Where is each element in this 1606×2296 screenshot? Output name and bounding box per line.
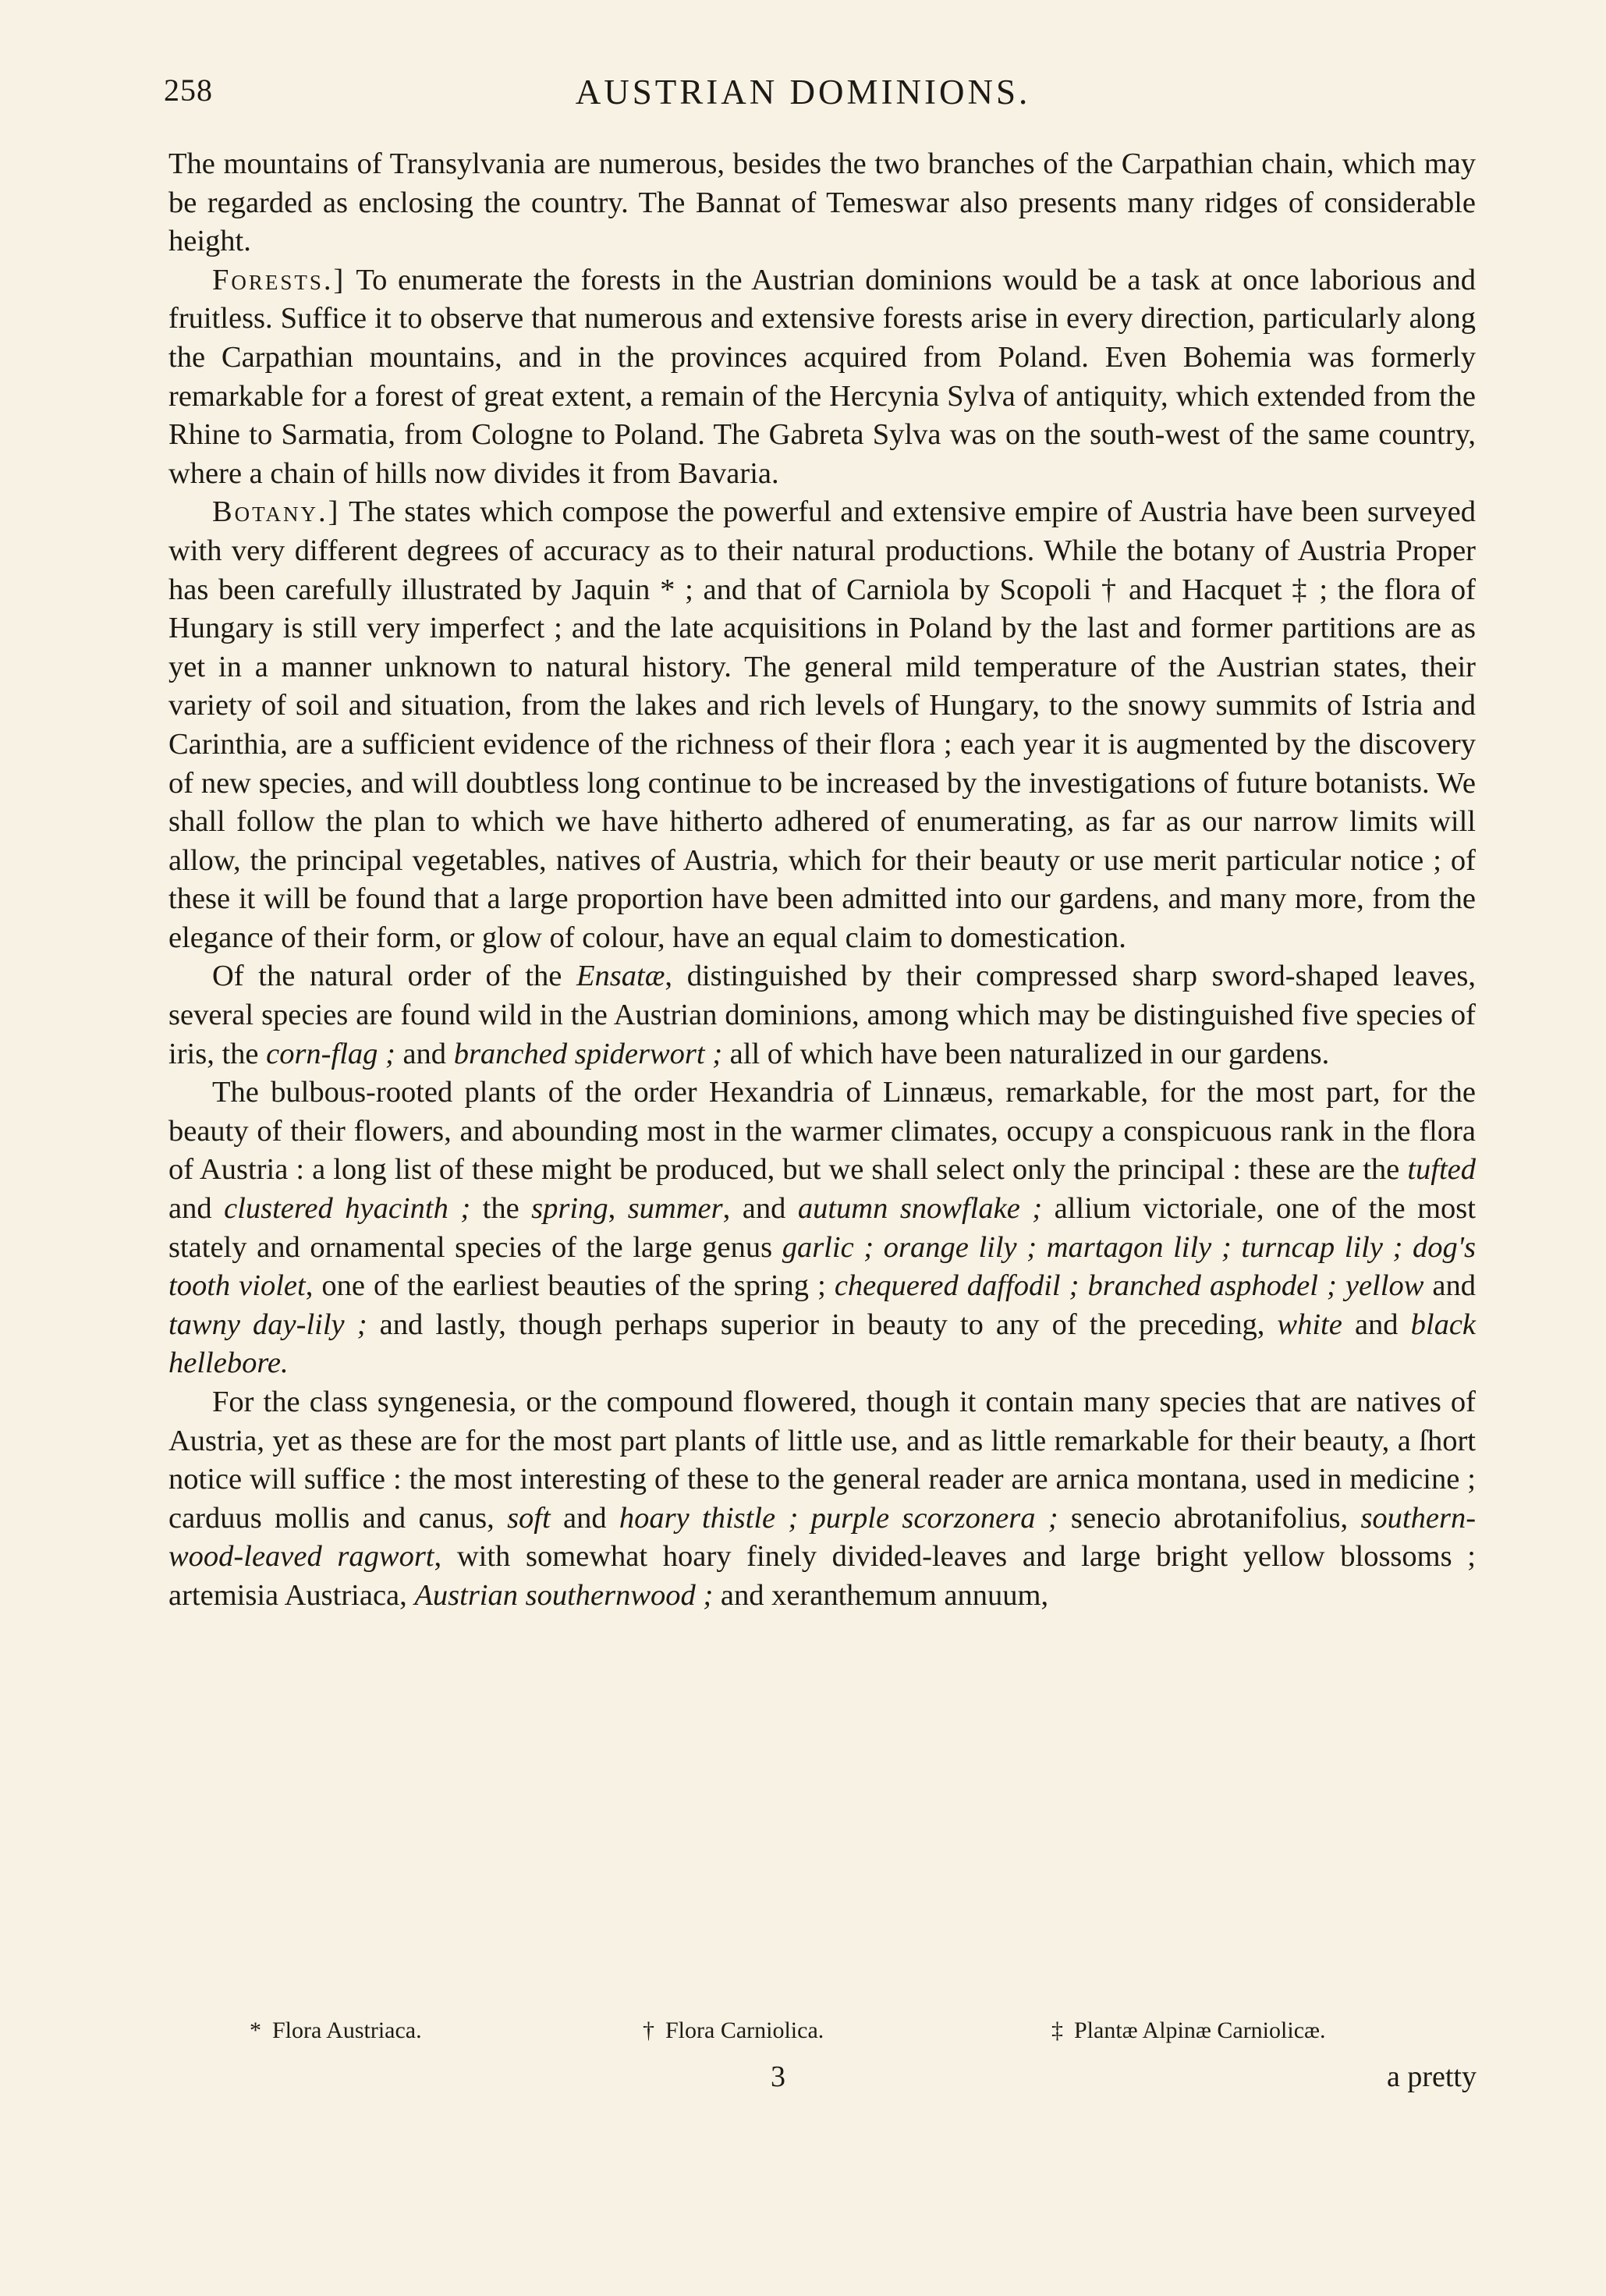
text-run: senecio abrotanifolius,: [1058, 1501, 1361, 1535]
italic-run: clustered hyacinth ;: [224, 1192, 471, 1226]
footnote-text: Flora Carniolica.: [665, 2017, 824, 2043]
italic-run: corn-flag ;: [266, 1037, 395, 1070]
text-run: To enumerate the forests in the Austrian dominions would be a task at once laborious and fruitless. Suffice it to observe that numerous and extensive forests arise in every direction, particularly along the Carpathian mountains, and in the provinces acquired from Poland. Even Bohemia was formerly remarkable for a forest of great extent, a remain of the Hercynia Sylva of antiquity, which extended from the Rhine to Sarmatia, from Cologne to Poland. The Gabreta Sylva was on the south-west of the same country, where a chain of hills now divides it from Bavaria.: [168, 263, 1476, 490]
text-run: and: [1342, 1308, 1411, 1341]
italic-run: soft: [507, 1501, 551, 1535]
text-run: and xeranthemum annuum,: [713, 1578, 1049, 1612]
text-run: , and: [722, 1192, 798, 1226]
text-run: The mountains of Transylvania are numerous, besides the two branches of the Carpathian chain, which may be regarded as enclosing the country. The Bannat of Temeswar also presents many ridges of considerable height.: [168, 147, 1476, 258]
italic-run: southern-wood-leaved ragwort: [168, 1501, 1477, 1574]
italic-run: tufted: [1407, 1153, 1476, 1187]
italic-run: branched spiderwort ;: [453, 1037, 723, 1070]
italic-run: Ensatæ: [576, 960, 665, 993]
paragraph-forests: [168, 261, 1476, 494]
text-run: The states which compose the powerful and extensive empire of Austria have been surveyed with very different degrees of accuracy as to their natural productions. While the botany of Austria Proper has been carefully illustrated by Jaquin * ; and that of Carniola by Scopoli † and Hacquet ‡ ; the flora of Hungary is still very imperfect ; and the late acquisitions in Poland by the last and former partitions are as yet in a manner unknown to natural history. The general mild temperature of the Austrian states, their variety of soil and situation, from the lakes and rich levels of Hungary, to the snowy summits of Istria and Carinthia, are a sufficient evidence of the richness of their flora ; each year it is augmented by the discovery of new species, and will doubtless long continue to be increased by the investigations of future botanists. We shall follow the plan to which we have hitherto adhered of enumerating, as far as our narrow limits will allow, the principal vegetables, natives of Austria, which for their beauty or use merit particular notice ; of these it will be found that a large proportion have been admitted into our gardens, and many more, from the elegance of their form, or glow of colour, have an equal claim to domestication.: [168, 495, 1476, 954]
footnote-mark: †: [643, 2017, 654, 2043]
text-run: and: [168, 1192, 225, 1226]
text-run: For the class syngenesia, or the compound flowered, though it contain many species that are natives of Austria, yet as these are for the most part plants of little use, and as little remarkable for their beauty, a ſhort notice will suffice : the most interesting of these to the general reader are arnica montana, used in medicine ; carduus mollis and canus,: [168, 1386, 1476, 1535]
footnotes: [168, 2017, 1476, 2049]
paragraph-ensatae: [168, 957, 1476, 1073]
footnote-text: Plantæ Alpinæ Carniolicæ.: [1074, 2017, 1326, 2043]
text-run: and: [550, 1501, 619, 1535]
footnote-text: Flora Austriaca.: [272, 2017, 422, 2043]
italic-run: Austrian southernwood ;: [414, 1578, 714, 1612]
text-run: all of which have been naturalized in our gardens.: [722, 1037, 1330, 1070]
paragraph-bulbous-rooted: [168, 1073, 1476, 1383]
text-run: the: [470, 1192, 532, 1226]
section-heading-forests: Forests.]: [212, 263, 346, 296]
paragraph-transylvania-mountains: [168, 145, 1476, 261]
italic-run: tawny day-lily ;: [168, 1308, 367, 1341]
catchword: a pretty: [1386, 2060, 1477, 2093]
text-run: ,: [608, 1192, 628, 1226]
italic-run: black hellebore.: [168, 1308, 1477, 1380]
page-number: 258: [164, 73, 213, 108]
text-run: , with somewhat hoary finely divided-leaves and large bright yellow blossoms ; artemisia Austriaca,: [168, 1540, 1476, 1612]
page-header: [164, 72, 1442, 119]
text-run: and lastly, though perhaps superior in beauty to any of the preceding,: [367, 1308, 1278, 1341]
footnote-mark: ‡: [1051, 2017, 1063, 2043]
paragraph-syngenesia: [168, 1383, 1476, 1616]
signature-mark: 3: [771, 2060, 785, 2093]
italic-run: white: [1277, 1308, 1342, 1341]
text-run: , one of the earliest beauties of the spring ;: [305, 1269, 835, 1303]
text-run: The bulbous-rooted plants of the order Hexandria of Linnæus, remarkable, for the most part, for the beauty of their flowers, and abounding most in the warmer climates, occupy a conspicuous rank in the flora of Austria : a long list of these might be produced, but we shall select only the principal : these are the: [168, 1076, 1476, 1187]
italic-run: chequered daffodil ; branched asphodel ; yellow: [834, 1269, 1424, 1303]
paragraph-botany: [168, 493, 1476, 957]
text-run: and: [1423, 1269, 1477, 1303]
running-head: AUSTRIAN DOMINIONS.: [575, 73, 1031, 112]
text-run: and: [395, 1037, 454, 1070]
footnote-flora-austriaca: [250, 2017, 422, 2044]
footnote-mark: *: [250, 2017, 261, 2043]
italic-run: hoary thistle ; purple scorzonera ;: [619, 1501, 1058, 1535]
text-run: allium victoriale, one of the most stately and ornamental species of the large genus: [168, 1192, 1476, 1264]
footnote-plantae-alpinae: [1051, 2017, 1326, 2044]
italic-run: spring: [531, 1192, 608, 1226]
italic-run: summer: [627, 1192, 723, 1226]
text-run: Of the natural order of the: [212, 960, 576, 993]
section-heading-botany: Botany.]: [212, 495, 341, 529]
footnote-flora-carniolica: [643, 2017, 824, 2044]
text-run: , distinguished by their compressed sharp sword-shaped leaves, several species are found wild in the Austrian dominions, among which may be distinguished five species of iris, the: [168, 960, 1476, 1070]
body-text: [168, 145, 1476, 1616]
italic-run: garlic ; orange lily ; martagon lily ; turncap lily ; dog's tooth violet: [168, 1230, 1476, 1303]
italic-run: autumn snowflake ;: [797, 1192, 1043, 1226]
